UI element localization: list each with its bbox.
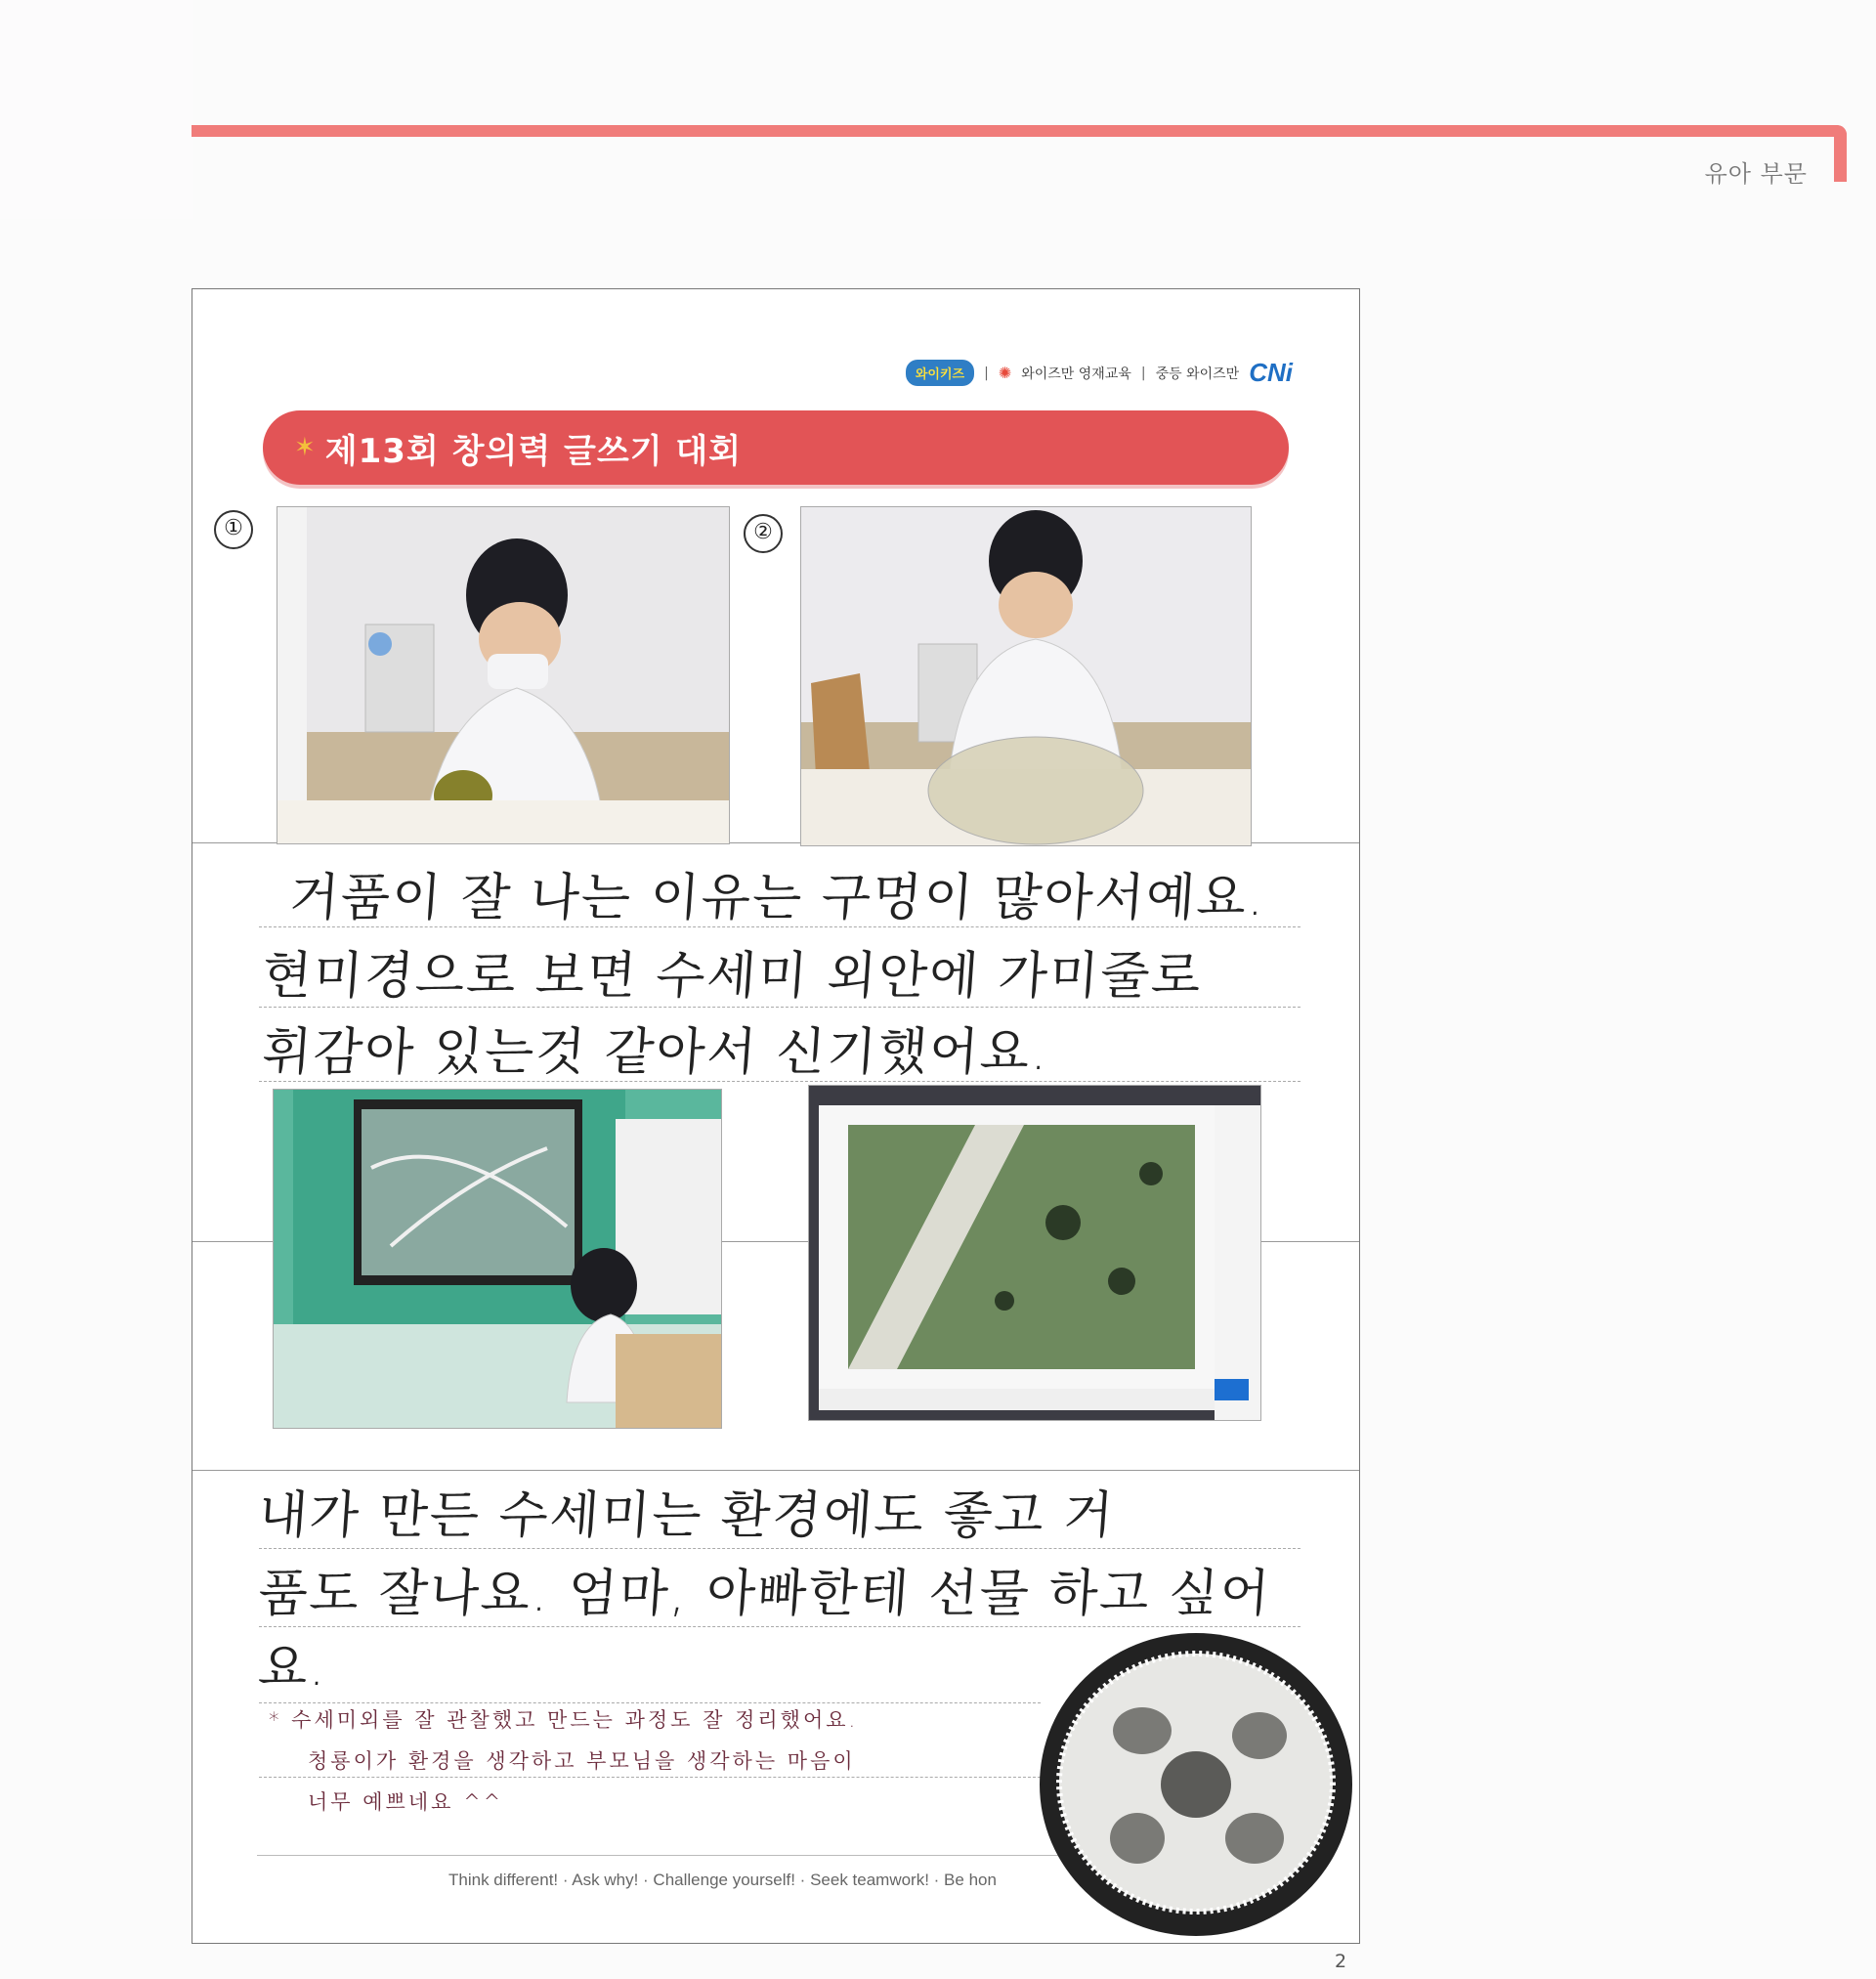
handwriting-line-1: 거품이 잘 나는 이유는 구멍이 많아서예요. — [287, 869, 1268, 927]
writing-line — [259, 1626, 1300, 1627]
separator: | — [984, 365, 989, 381]
photo-number-2: ② — [744, 514, 783, 553]
writing-line — [259, 1548, 1300, 1549]
header-rule-end — [1834, 125, 1847, 182]
divider — [192, 1470, 1360, 1471]
separator: | — [1140, 365, 1146, 381]
writing-line — [259, 1702, 1041, 1703]
photo-child-washing-sponge — [800, 506, 1252, 846]
photo-child-cutting-sponge — [277, 506, 730, 844]
handwriting-line-2: 현미경으로 보면 수세미 외안에 가미줄로 — [260, 947, 1205, 1006]
contest-banner — [263, 410, 1289, 485]
brand-wiseman: 와이즈만 영재교육 — [1021, 366, 1131, 382]
brand-middle-school: 중등 와이즈만 — [1155, 366, 1240, 382]
photo-number-1: ① — [214, 510, 253, 549]
footer-slogan: Think different! · Ask why! · Challenge yourself! · Seek teamwork! · Be hon — [448, 1871, 997, 1889]
brand-logos — [906, 358, 1293, 388]
handwriting-line-4: 내가 만든 수세미는 환경에도 좋고 거 — [256, 1486, 1117, 1545]
photo-classroom-screen — [273, 1089, 722, 1429]
page-number: 2 — [1335, 1951, 1347, 1972]
banner-title: 제13회 창의력 글쓰기 대회 — [324, 431, 743, 471]
corner-block — [0, 0, 193, 219]
star-icon: ✶ — [294, 433, 316, 462]
teacher-note-line-2: 청룡이가 환경을 생각하고 부모님을 생각하는 마음이 — [308, 1749, 856, 1773]
scanned-worksheet — [192, 288, 1360, 1944]
writing-line — [259, 1777, 1041, 1778]
kids-logo: 와이키즈 — [906, 360, 974, 386]
handwriting-line-5: 품도 잘나요. 엄마, 아빠한테 선물 하고 싶어 — [256, 1565, 1273, 1623]
photo-microscope-view — [808, 1085, 1261, 1421]
section-label: 유아 부문 — [1704, 160, 1808, 188]
cni-logo: CNi — [1249, 358, 1293, 387]
teacher-note-line-3: 너무 예쁘네요 ^^ — [308, 1790, 504, 1814]
handwriting-line-3: 휘감아 있는것 같아서 신기했어요. — [260, 1023, 1052, 1082]
flower-icon: ✺ — [998, 364, 1012, 382]
header-rule — [192, 125, 1847, 137]
photo-loofah-cross-section — [1035, 1628, 1357, 1941]
teacher-note-line-1: * 수세미외를 잘 관찰했고 만드는 과정도 잘 정리했어요. — [269, 1708, 859, 1732]
handwriting-line-6: 요. — [256, 1639, 330, 1698]
